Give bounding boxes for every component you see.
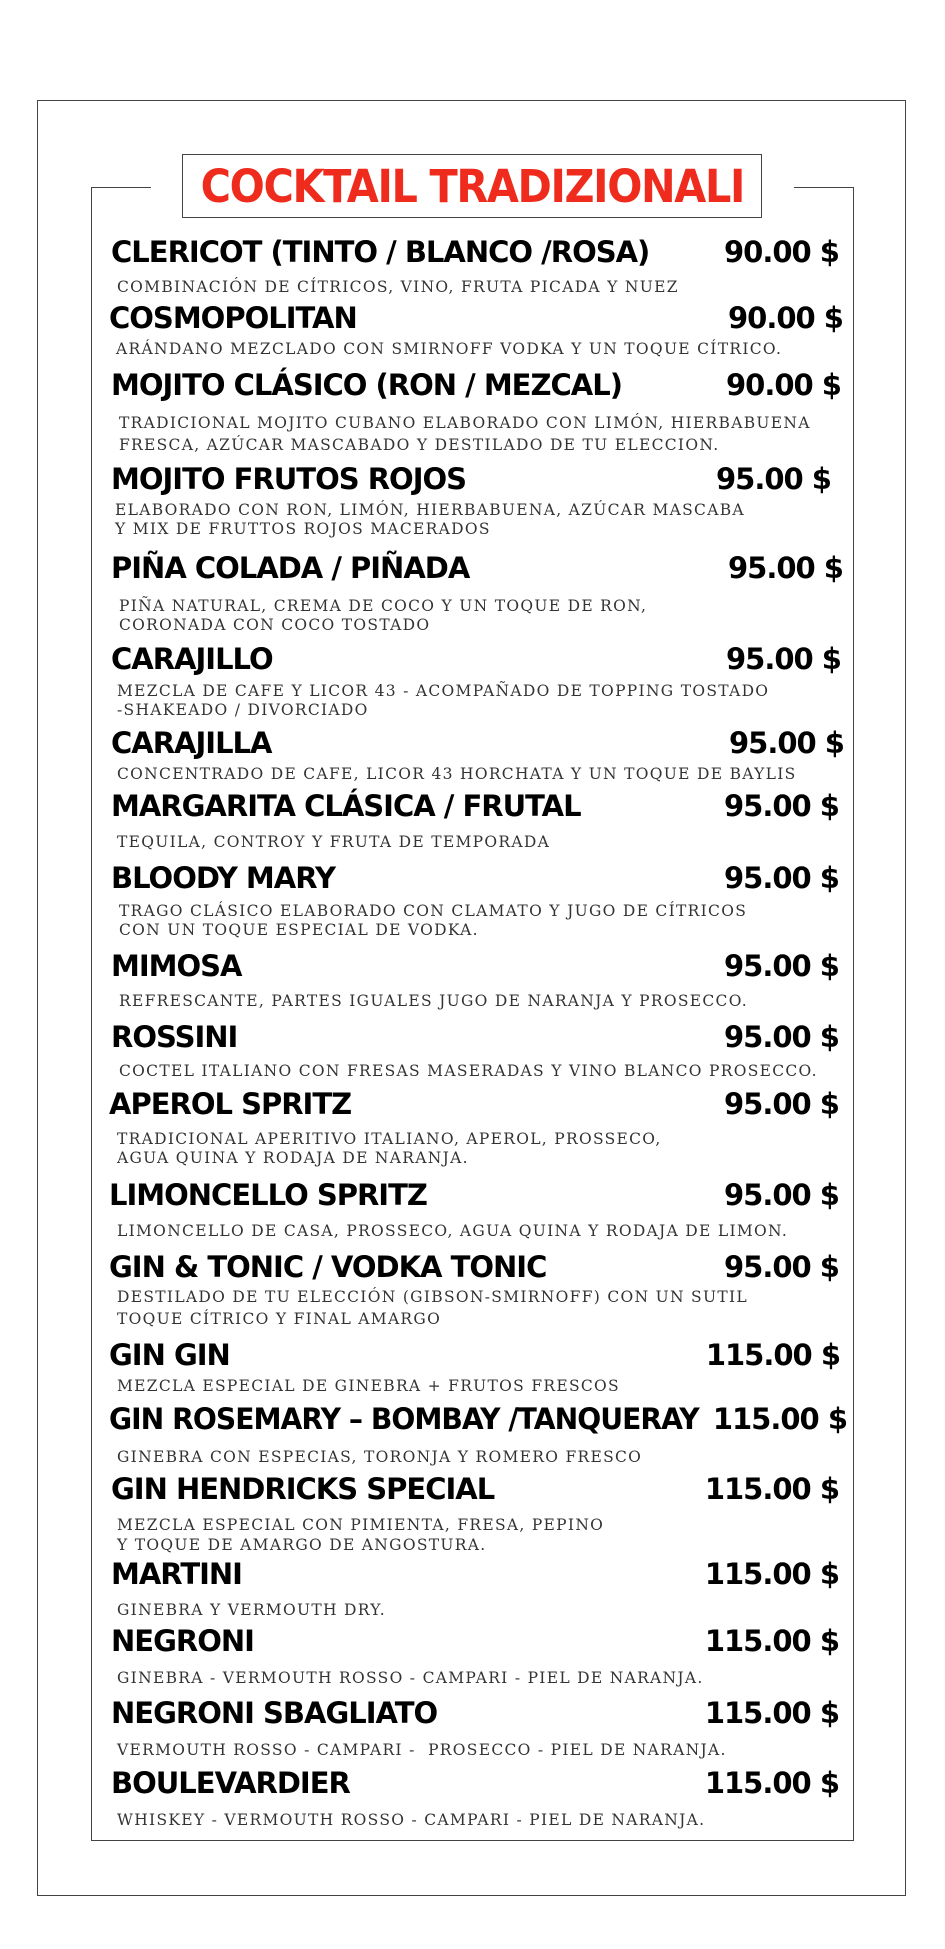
item-price: 115.00 $	[704, 1696, 839, 1730]
item-price: 95.00 $	[728, 726, 844, 760]
item-description: GINEBRA CON ESPECIAS, TORONJA Y ROMERO FRESCO	[117, 1448, 643, 1466]
item-price: 95.00 $	[723, 1178, 839, 1212]
item-description: TEQUILA, CONTROY Y FRUTA DE TEMPORADA	[117, 833, 551, 851]
item-description: GINEBRA - VERMOUTH ROSSO - CAMPARI - PIEL DE NARANJA.	[117, 1669, 704, 1687]
item-description: FRESCA, AZÚCAR MASCABADO Y DESTILADO DE TU ELECCION.	[119, 436, 720, 454]
item-description: Y TOQUE DE AMARGO DE ANGOSTURA.	[117, 1536, 487, 1554]
item-name: BLOODY MARY	[111, 861, 335, 895]
item-price: 90.00 $	[727, 301, 843, 335]
item-description: LIMONCELLO DE CASA, PROSSECO, AGUA QUINA Y RODAJA DE LIMON.	[117, 1222, 789, 1240]
item-price: 95.00 $	[723, 1250, 839, 1284]
item-price: 115.00 $	[704, 1557, 839, 1591]
item-price: 95.00 $	[723, 861, 839, 895]
item-description: COMBINACIÓN DE CÍTRICOS, VINO, FRUTA PICADA Y NUEZ	[117, 278, 679, 296]
item-price: 115.00 $	[704, 1472, 839, 1506]
title-box	[182, 154, 762, 218]
item-description: AGUA QUINA Y RODAJA DE NARANJA.	[117, 1149, 469, 1167]
item-price: 95.00 $	[723, 1020, 839, 1054]
item-description: REFRESCANTE, PARTES IGUALES JUGO DE NARANJA Y PROSECCO.	[119, 992, 749, 1010]
item-name: CARAJILLA	[111, 726, 272, 760]
item-price: 115.00 $	[704, 1624, 839, 1658]
item-description: CONCENTRADO DE CAFE, LICOR 43 HORCHATA Y UN TOQUE DE BAYLIS	[117, 765, 797, 783]
item-price: 90.00 $	[725, 368, 841, 402]
item-price: 95.00 $	[715, 462, 831, 496]
item-description: GINEBRA Y VERMOUTH DRY.	[117, 1601, 387, 1619]
item-name: BOULEVARDIER	[111, 1766, 350, 1800]
item-description: VERMOUTH ROSSO - CAMPARI - PROSECCO - PIEL DE NARANJA.	[117, 1741, 727, 1759]
item-name: MARGARITA CLÁSICA / FRUTAL	[111, 789, 581, 823]
item-description: PIÑA NATURAL, CREMA DE COCO Y UN TOQUE DE RON,	[119, 597, 648, 615]
item-description: MEZCLA DE CAFE Y LICOR 43 - ACOMPAÑADO DE TOPPING TOSTADO	[117, 682, 770, 700]
item-description: MEZCLA ESPECIAL DE GINEBRA + FRUTOS FRESCOS	[117, 1377, 620, 1395]
item-price: 95.00 $	[723, 1087, 839, 1121]
item-name: MOJITO FRUTOS ROJOS	[111, 462, 467, 496]
item-price: 95.00 $	[723, 789, 839, 823]
item-price: 95.00 $	[723, 949, 839, 983]
item-description: TRADICIONAL MOJITO CUBANO ELABORADO CON LIMÓN, HIERBABUENA	[119, 414, 811, 432]
item-price: 115.00 $	[705, 1338, 840, 1372]
item-name: GIN GIN	[109, 1338, 230, 1372]
item-description: ELABORADO CON RON, LIMÓN, HIERBABUENA, AZÚCAR MASCABA	[115, 501, 745, 519]
item-name: APEROL SPRITZ	[109, 1087, 352, 1121]
item-name: ROSSINI	[111, 1020, 238, 1054]
item-description: Y MIX DE FRUTTOS ROJOS MACERADOS	[115, 520, 491, 538]
item-description: DESTILADO DE TU ELECCIÓN (GIBSON-SMIRNOFF) CON UN SUTIL	[117, 1288, 748, 1306]
item-name: GIN HENDRICKS SPECIAL	[111, 1472, 495, 1506]
item-description: TRAGO CLÁSICO ELABORADO CON CLAMATO Y JUGO DE CÍTRICOS	[119, 902, 748, 920]
item-price: 115.00 $	[712, 1402, 847, 1436]
item-price: 90.00 $	[723, 235, 839, 269]
item-price: 95.00 $	[725, 642, 841, 676]
menu-title: COCKTAIL TRADIZIONALI	[200, 159, 744, 213]
item-name: LIMONCELLO SPRITZ	[109, 1178, 427, 1212]
item-name: MOJITO CLÁSICO (RON / MEZCAL)	[111, 368, 622, 402]
item-name: GIN & TONIC / VODKA TONIC	[109, 1250, 547, 1284]
item-name: COSMOPOLITAN	[109, 301, 357, 335]
item-name: NEGRONI SBAGLIATO	[111, 1696, 438, 1730]
item-description: -SHAKEADO / DIVORCIADO	[117, 701, 369, 719]
item-description: CON UN TOQUE ESPECIAL DE VODKA.	[119, 921, 479, 939]
item-name: CARAJILLO	[111, 642, 273, 676]
item-name: MARTINI	[111, 1557, 242, 1591]
item-description: CORONADA CON COCO TOSTADO	[119, 616, 431, 634]
frame-top-left-line	[91, 187, 151, 188]
item-name: MIMOSA	[111, 949, 242, 983]
item-description: WHISKEY - VERMOUTH ROSSO - CAMPARI - PIEL DE NARANJA.	[117, 1811, 706, 1829]
item-price: 95.00 $	[727, 551, 843, 585]
item-description: ARÁNDANO MEZCLADO CON SMIRNOFF VODKA Y UN TOQUE CÍTRICO.	[116, 340, 783, 358]
item-description: COCTEL ITALIANO CON FRESAS MASERADAS Y VINO BLANCO PROSECCO.	[119, 1062, 818, 1080]
item-name: GIN ROSEMARY – BOMBAY /TANQUERAY	[109, 1402, 699, 1436]
item-price: 115.00 $	[704, 1766, 839, 1800]
item-name: NEGRONI	[111, 1624, 254, 1658]
item-description: TOQUE CÍTRICO Y FINAL AMARGO	[117, 1310, 442, 1328]
item-description: TRADICIONAL APERITIVO ITALIANO, APEROL, PROSSECO,	[117, 1130, 662, 1148]
item-description: MEZCLA ESPECIAL CON PIMIENTA, FRESA, PEPINO	[117, 1516, 605, 1534]
item-name: PIÑA COLADA / PIÑADA	[111, 551, 470, 585]
item-name: CLERICOT (TINTO / BLANCO /ROSA)	[111, 235, 650, 269]
frame-top-right-line	[794, 187, 854, 188]
